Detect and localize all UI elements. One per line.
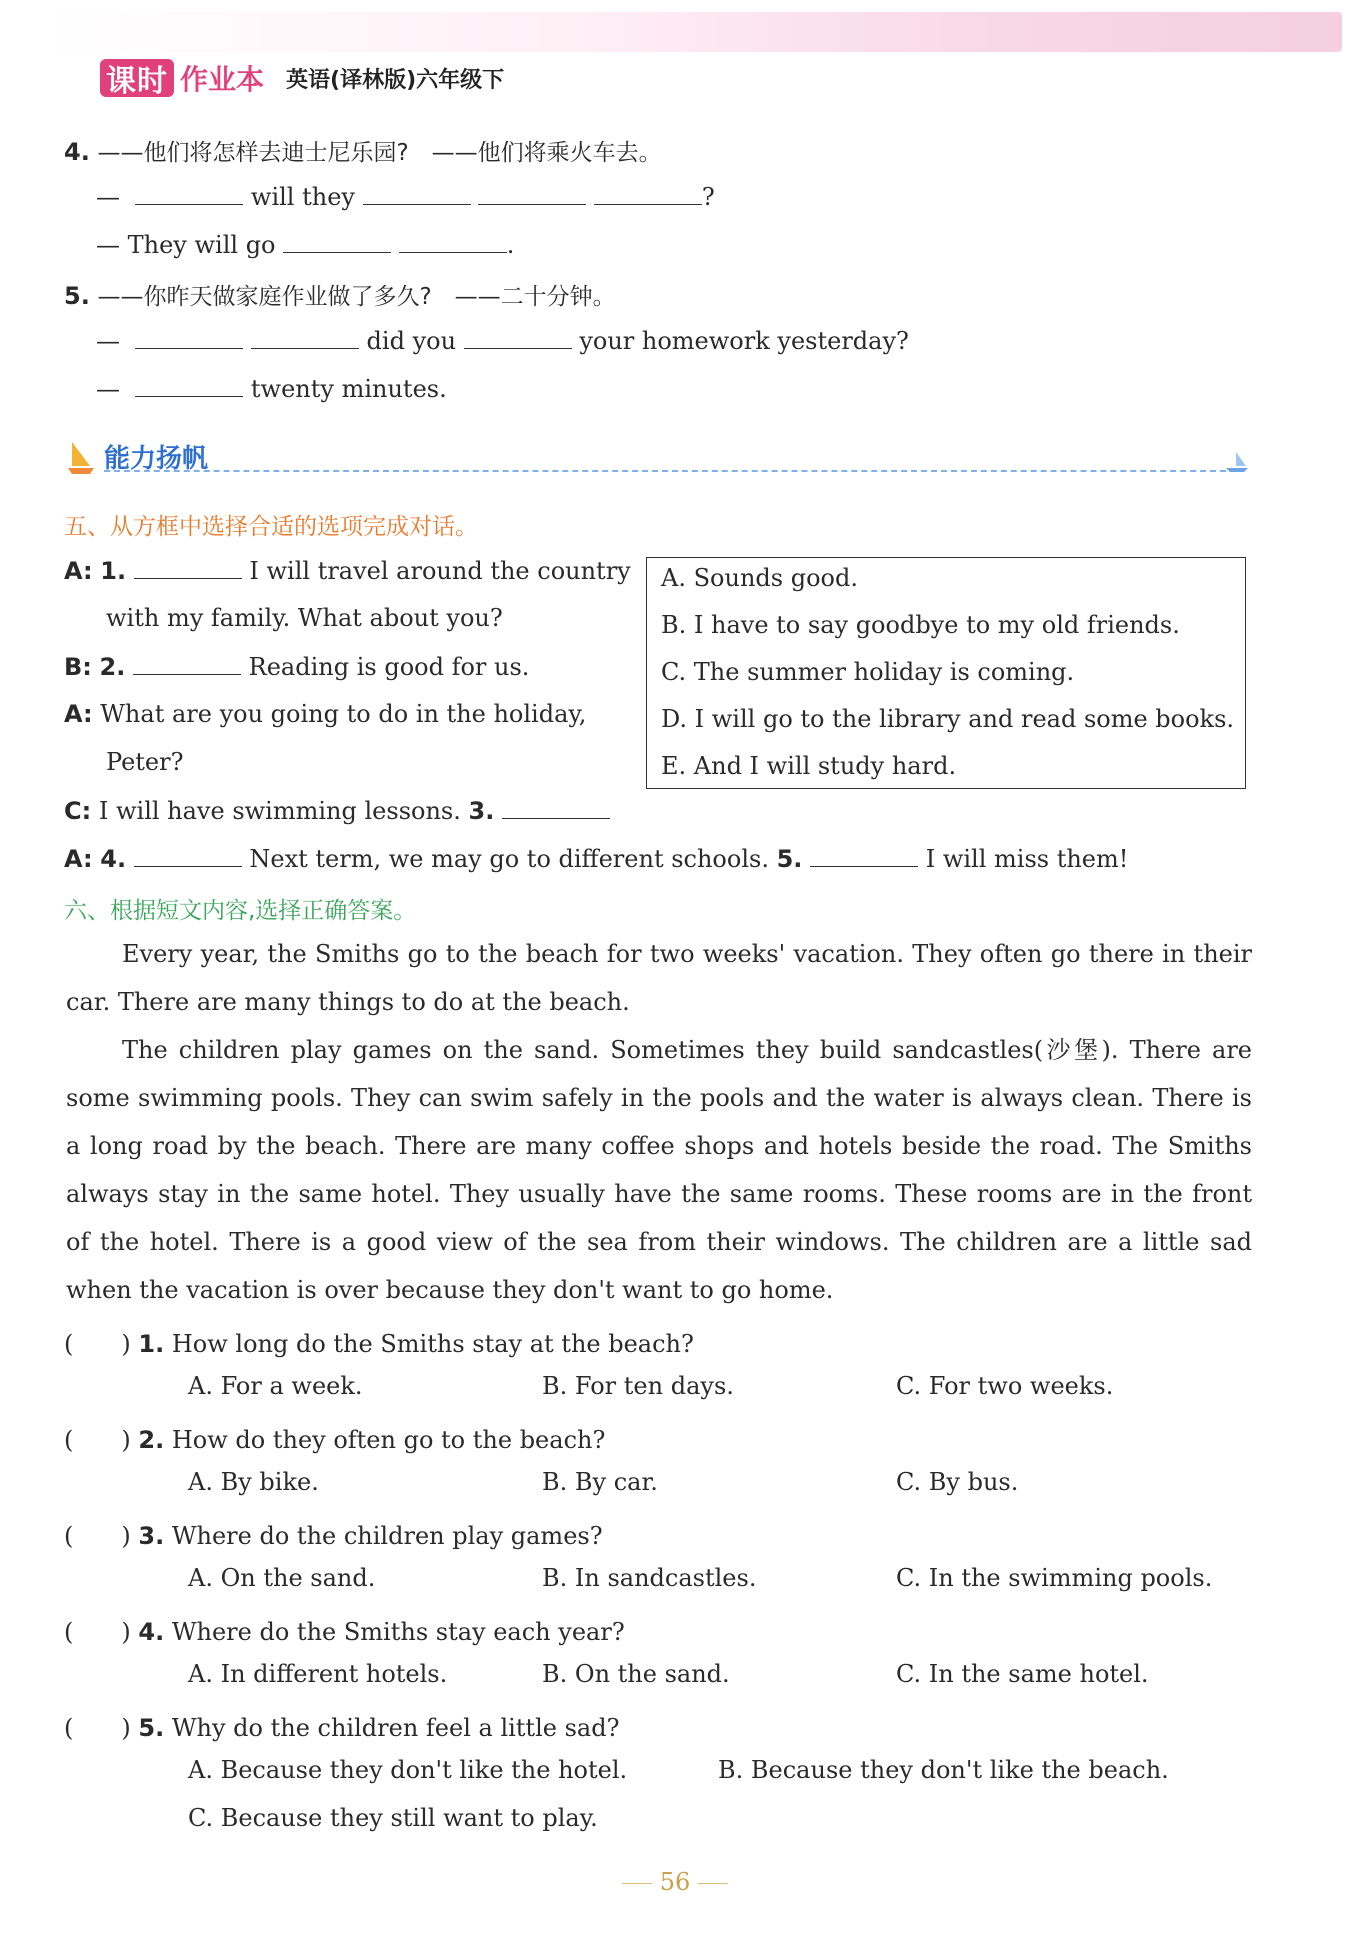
logo-text: 作业本: [180, 63, 265, 96]
q4-prompt: 4. ——他们将怎样去迪士尼乐园? ——他们将乘火车去。: [64, 138, 662, 166]
question-1: ( ) 1. How long do the Smiths stay at the beach?: [64, 1330, 694, 1358]
dialog-a-question: A: What are you going to do in the holiday,: [64, 700, 587, 728]
dialog-b2: B: 2. Reading is good for us.: [64, 653, 530, 681]
q2-option-b: B. By car.: [542, 1468, 658, 1496]
answer-blank[interactable]: [133, 652, 241, 675]
answer-blank[interactable]: [135, 182, 243, 205]
answer-blank[interactable]: [399, 230, 507, 253]
option-c: C. The summer holiday is coming.: [661, 658, 1075, 686]
section-divider: [104, 470, 1226, 472]
answer-paren[interactable]: ( ): [64, 1522, 131, 1550]
question-4: ( ) 4. Where do the Smiths stay each year?: [64, 1618, 625, 1646]
answer-blank[interactable]: [251, 326, 359, 349]
answer-blank[interactable]: [363, 182, 471, 205]
q1-option-c: C. For two weeks.: [896, 1372, 1114, 1400]
book-title: 英语(译林版)六年级下: [286, 67, 505, 93]
options-box: [646, 557, 1246, 789]
answer-paren[interactable]: ( ): [64, 1618, 131, 1646]
dialog-a1-cont: with my family. What about you?: [106, 604, 503, 632]
q2-option-a: A. By bike.: [188, 1468, 319, 1496]
option-a: A. Sounds good.: [661, 564, 858, 592]
q3-option-c: C. In the swimming pools.: [896, 1564, 1213, 1592]
q3-option-b: B. In sandcastles.: [542, 1564, 757, 1592]
answer-blank[interactable]: [810, 844, 918, 867]
option-b: B. I have to say goodbye to my old friends.: [661, 611, 1180, 639]
q4-line1: — will they ?: [96, 183, 715, 211]
q4-line2: — They will go .: [96, 231, 515, 259]
dialog-a1: A: 1. I will travel around the country: [64, 557, 631, 585]
q5-prompt: 5. ——你昨天做家庭作业做了多久? ——二十分钟。: [64, 282, 616, 310]
answer-blank[interactable]: [464, 326, 572, 349]
q5-line1: — did you your homework yesterday?: [96, 327, 909, 355]
section-header: [64, 438, 1250, 478]
q5-line2: — twenty minutes.: [96, 375, 447, 403]
answer-blank[interactable]: [134, 844, 242, 867]
section-title: 能力扬帆: [104, 444, 209, 474]
answer-blank[interactable]: [502, 796, 610, 819]
part6-heading: 六、根据短文内容,选择正确答案。: [64, 898, 417, 924]
header-band: [40, 12, 1342, 52]
q4-option-a: A. In different hotels.: [188, 1660, 448, 1688]
header: [100, 58, 504, 98]
part5-heading: 五、从方框中选择合适的选项完成对话。: [64, 514, 478, 540]
answer-blank[interactable]: [134, 556, 242, 579]
question-2: ( ) 2. How do they often go to the beach?: [64, 1426, 606, 1454]
q1-option-a: A. For a week.: [188, 1372, 363, 1400]
answer-blank[interactable]: [135, 326, 243, 349]
answer-paren[interactable]: ( ): [64, 1426, 131, 1454]
answer-blank[interactable]: [283, 230, 391, 253]
option-e: E. And I will study hard.: [661, 752, 957, 780]
q5-option-c: C. Because they still want to play.: [188, 1804, 598, 1832]
q5-option-a: A. Because they don't like the hotel.: [188, 1756, 628, 1784]
dialog-a-question-cont: Peter?: [106, 748, 184, 776]
ship-icon: [1224, 450, 1250, 472]
logo-highlight: 课时: [100, 59, 174, 97]
answer-paren[interactable]: ( ): [64, 1330, 131, 1358]
question-3: ( ) 3. Where do the children play games?: [64, 1522, 603, 1550]
answer-blank[interactable]: [135, 374, 243, 397]
q5-option-b: B. Because they don't like the beach.: [718, 1756, 1169, 1784]
answer-blank[interactable]: [478, 182, 586, 205]
dialog-a4: A: 4. Next term, we may go to different schools. 5. I will miss them!: [64, 845, 1129, 873]
reading-paragraph-2: The children play games on the sand. Sometimes they build sandcastles(沙堡). There are some swimming pools. They can swim safely in the pools and the water is always clean. There is a long road by the beach. There are many coffee shops and hotels beside the road. The Smiths always stay in the same hotel. They usually have the same rooms. These rooms are in the front of the hotel. There is a good view of the sea from their windows. The children are a little sad when the vacation is over because they don't want to go home.: [66, 1036, 1252, 1304]
q4-option-b: B. On the sand.: [542, 1660, 730, 1688]
sailboat-icon: [64, 438, 98, 476]
q4-option-c: C. In the same hotel.: [896, 1660, 1149, 1688]
answer-blank[interactable]: [594, 182, 702, 205]
reading-paragraph-1: Every year, the Smiths go to the beach for two weeks' vacation. They often go there in their car. There are many things to do at the beach.: [66, 940, 1252, 1016]
page-number: 56: [0, 1868, 1350, 1896]
q1-option-b: B. For ten days.: [542, 1372, 734, 1400]
option-d: D. I will go to the library and read some books.: [661, 705, 1235, 733]
answer-paren[interactable]: ( ): [64, 1714, 131, 1742]
dialog-c3: C: I will have swimming lessons. 3.: [64, 796, 610, 825]
q3-option-a: A. On the sand.: [188, 1564, 376, 1592]
q2-option-c: C. By bus.: [896, 1468, 1019, 1496]
question-5: ( ) 5. Why do the children feel a little sad?: [64, 1714, 620, 1742]
